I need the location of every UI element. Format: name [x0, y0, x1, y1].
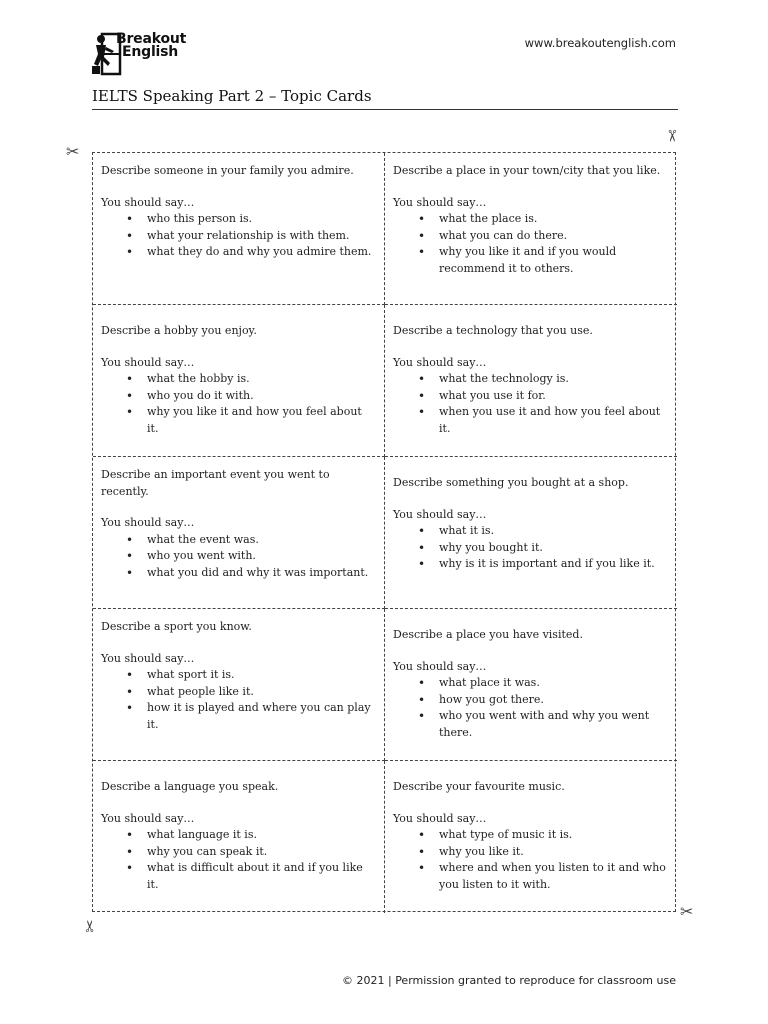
card-point: • what your relationship is with them.: [147, 228, 376, 245]
topic-card: [385, 305, 677, 457]
topic-card: [385, 457, 677, 609]
card-point: • what is difficult about it and if you like it.: [147, 860, 376, 893]
topic-card: [385, 153, 677, 305]
topic-card: [93, 153, 385, 305]
card-you-should-say: You should say…: [393, 195, 487, 209]
card-point: • what it is.: [439, 523, 669, 540]
breakout-english-logo: [92, 30, 212, 80]
card-point: • when you use it and how you feel about it.: [439, 404, 669, 437]
scissors-icon: ✂: [662, 129, 682, 143]
page-title: IELTS Speaking Part 2 – Topic Cards: [92, 87, 372, 105]
card-point: • what the hobby is.: [147, 371, 376, 388]
website-url[interactable]: www.breakoutenglish.com: [524, 36, 676, 50]
card-point: • what they do and why you admire them.: [147, 244, 376, 261]
card-you-should-say: You should say…: [101, 651, 195, 665]
card-points: [393, 523, 669, 573]
card-point: • what the event was.: [147, 532, 376, 549]
card-point: • who you went with and why you went there.: [439, 708, 669, 741]
card-you-should-say: You should say…: [101, 516, 195, 529]
card-prompt: Describe a place in your town/city that you like.: [393, 164, 661, 177]
card-you-should-say: You should say…: [393, 811, 487, 825]
card-you-should-say: You should say…: [101, 355, 195, 369]
card-you-should-say: You should say…: [393, 659, 487, 673]
card-point: • what place it was.: [439, 675, 669, 692]
card-point: • why you can speak it.: [147, 844, 376, 861]
card-prompt: Describe something you bought at a shop.: [393, 476, 629, 489]
card-prompt: Describe someone in your family you admire.: [101, 164, 354, 177]
title-divider: [92, 109, 678, 110]
topic-card: [93, 305, 385, 457]
scissors-icon: ✂: [66, 142, 80, 161]
card-points: [393, 371, 669, 437]
card-point: • why you like it.: [439, 844, 669, 861]
card-point: • how it is played and where you can play it.: [147, 700, 376, 733]
scissors-icon: ✂: [80, 919, 100, 933]
card-point: • what you use it for.: [439, 388, 669, 405]
card-points: [101, 827, 376, 893]
card-you-should-say: You should say…: [393, 507, 487, 521]
card-you-should-say: You should say…: [101, 195, 195, 209]
card-point: • what sport it is.: [147, 667, 376, 684]
card-points: [101, 667, 376, 733]
card-prompt: Describe a technology that you use.: [393, 324, 593, 337]
card-points: [393, 827, 669, 893]
card-point: • what the technology is.: [439, 371, 669, 388]
card-point: • who you do it with.: [147, 388, 376, 405]
card-point: • why you like it and how you feel about it.: [147, 404, 376, 437]
card-point: • who this person is.: [147, 211, 376, 228]
card-point: • what language it is.: [147, 827, 376, 844]
card-prompt: Describe a place you have visited.: [393, 628, 583, 641]
logo-text-breakout: Breakout: [116, 31, 187, 47]
card-points: [101, 211, 376, 261]
card-point: • what type of music it is.: [439, 827, 669, 844]
card-prompt: Describe a hobby you enjoy.: [101, 324, 257, 337]
topic-card: [93, 457, 385, 609]
topic-cards-grid: [92, 152, 676, 912]
card-point: • why you like it and if you would recommend it to others.: [439, 244, 669, 277]
card-points: [101, 532, 376, 582]
copyright-footer: © 2021 | Permission granted to reproduce for classroom use: [342, 974, 676, 987]
card-point: • where and when you listen to it and who you listen to it with.: [439, 860, 669, 893]
card-point: • how you got there.: [439, 692, 669, 709]
scissors-icon: ✂: [680, 902, 694, 921]
card-point: • why you bought it.: [439, 540, 669, 557]
card-prompt: Describe your favourite music.: [393, 780, 565, 793]
topic-card: [385, 609, 677, 761]
card-prompt: Describe a language you speak.: [101, 780, 279, 793]
card-prompt: Describe a sport you know.: [101, 620, 252, 633]
card-you-should-say: You should say…: [393, 355, 487, 369]
card-point: • what people like it.: [147, 684, 376, 701]
card-point: • why is it is important and if you like it.: [439, 556, 669, 573]
card-prompt: Describe an important event you went to recently.: [101, 468, 330, 498]
card-point: • what you did and why it was important.: [147, 565, 376, 582]
card-points: [393, 675, 669, 741]
card-point: • what the place is.: [439, 211, 669, 228]
card-points: [101, 371, 376, 437]
card-points: [393, 211, 669, 277]
topic-card: [385, 761, 677, 913]
topic-card: [93, 761, 385, 913]
card-point: • what you can do there.: [439, 228, 669, 245]
topic-card: [93, 609, 385, 761]
logo-text-english: English: [122, 44, 179, 60]
card-you-should-say: You should say…: [101, 811, 195, 825]
card-point: • who you went with.: [147, 548, 376, 565]
